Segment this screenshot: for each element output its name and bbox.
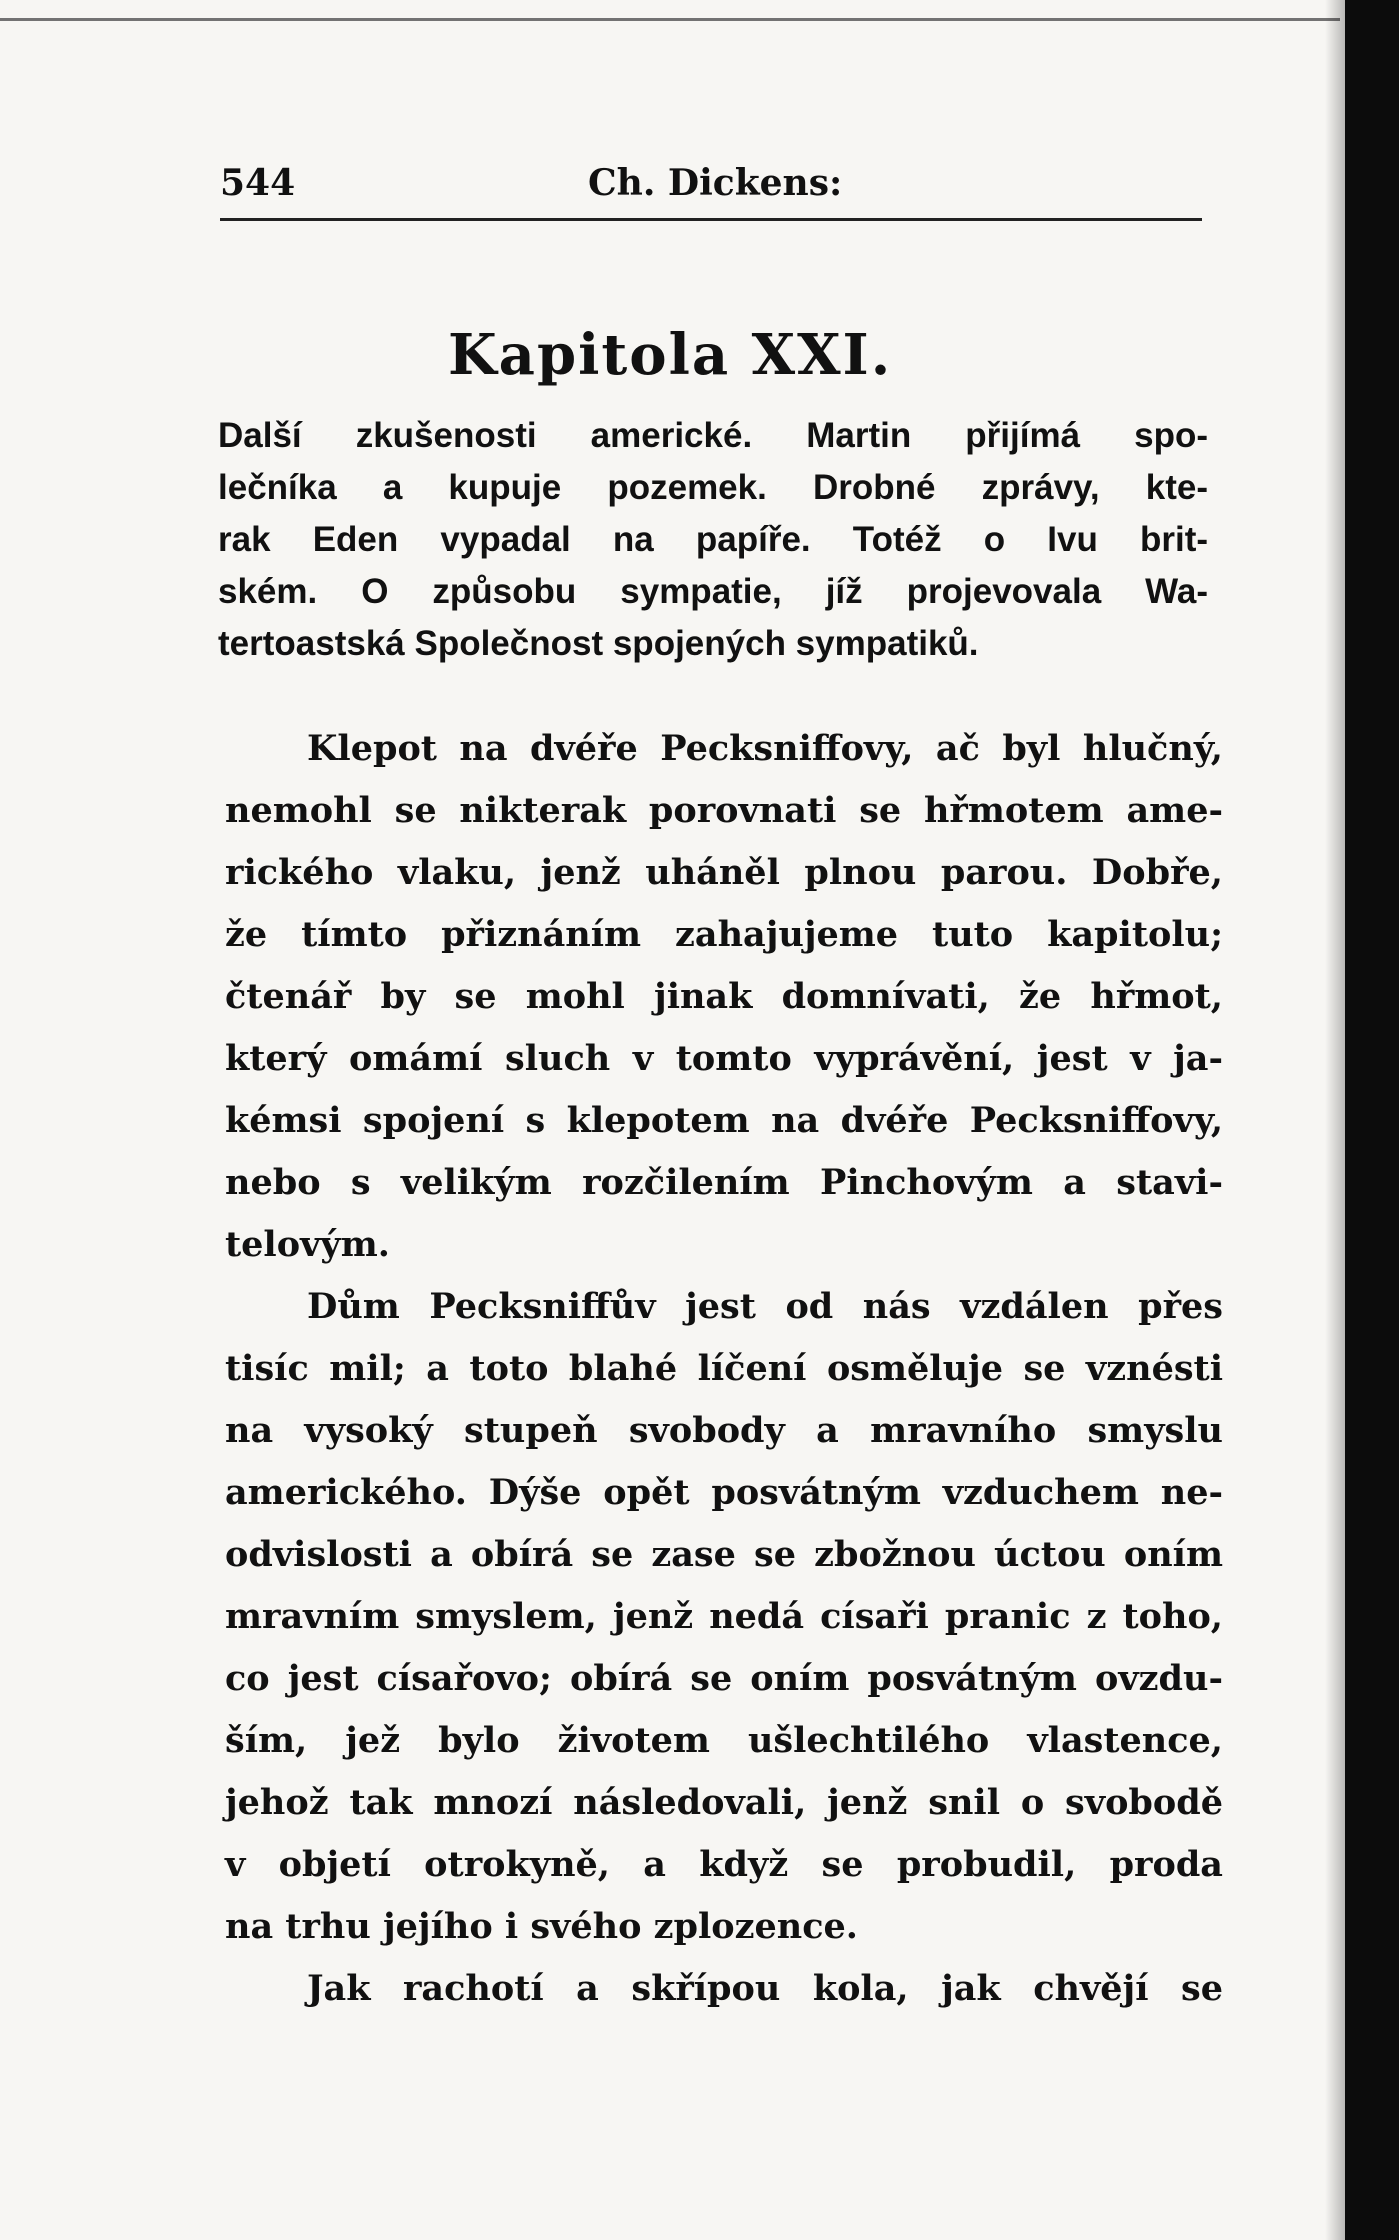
summary-line: ském. O způsobu sympatie, jíž projevovala Wa- bbox=[218, 572, 1208, 611]
running-header bbox=[220, 162, 1202, 212]
chapter-summary bbox=[218, 410, 1208, 670]
body-line: jehož tak mnozí následovali, jenž snil o svobodě bbox=[225, 1782, 1223, 1823]
body-line: nebo s velikým rozčilením Pinchovým a stavi- bbox=[225, 1162, 1223, 1203]
body-line: odvislosti a obírá se zase se zbožnou úctou oním bbox=[225, 1534, 1223, 1575]
body-line: čtenář by se mohl jinak domnívati, že hřmot, bbox=[225, 976, 1223, 1017]
body-line: telovým. bbox=[225, 1224, 390, 1265]
body-line: tisíc mil; a toto blahé líčení osměluje se vznésti bbox=[225, 1348, 1223, 1389]
body-line: že tímto přiznáním zahajujeme tuto kapitolu; bbox=[225, 914, 1223, 955]
body-line: kémsi spojení s klepotem na dvéře Pecksniffovy, bbox=[225, 1100, 1223, 1141]
body-line: rického vlaku, jenž uháněl plnou parou. Dobře, bbox=[225, 852, 1223, 893]
header-rule bbox=[220, 218, 1202, 221]
body-text bbox=[225, 718, 1223, 2020]
body-line: Klepot na dvéře Pecksniffovy, ač byl hlučný, bbox=[307, 728, 1223, 769]
body-line: amerického. Dýše opět posvátným vzduchem ne- bbox=[225, 1472, 1223, 1513]
body-line: nemohl se nikterak porovnati se hřmotem ame- bbox=[225, 790, 1223, 831]
body-line: mravním smyslem, jenž nedá císaři pranic z toho, bbox=[225, 1596, 1223, 1637]
body-line: Dům Pecksniffův jest od nás vzdálen přes bbox=[307, 1286, 1223, 1327]
summary-line: Další zkušenosti americké. Martin přijímá spo- bbox=[218, 416, 1208, 455]
body-line: který omámí sluch v tomto vyprávění, jest v ja- bbox=[225, 1038, 1223, 1079]
page-edge-shadow bbox=[1325, 0, 1345, 2240]
body-line: na vysoký stupeň svobody a mravního smyslu bbox=[225, 1410, 1223, 1451]
scan-border bbox=[1345, 0, 1399, 2240]
summary-line: tertoastská Společnost spojených sympatiků. bbox=[218, 624, 979, 663]
summary-line: lečníka a kupuje pozemek. Drobné zprávy, kte- bbox=[218, 468, 1208, 507]
body-line: ším, jež bylo životem ušlechtilého vlastence, bbox=[225, 1720, 1223, 1761]
scan-top-line bbox=[0, 18, 1340, 21]
summary-line: rak Eden vypadal na papíře. Totéž o Ivu brit- bbox=[218, 520, 1208, 559]
page-number: 544 bbox=[220, 162, 296, 204]
body-line: na trhu jejího i svého zplozence. bbox=[225, 1906, 858, 1947]
body-line: Jak rachotí a skřípou kola, jak chvějí se bbox=[307, 1968, 1223, 2009]
chapter-title: Kapitola XXI. bbox=[448, 322, 893, 388]
body-line: v objetí otrokyně, a když se probudil, proda bbox=[225, 1844, 1223, 1885]
body-line: co jest císařovo; obírá se oním posvátným ovzdu- bbox=[225, 1658, 1223, 1699]
running-title: Ch. Dickens: bbox=[588, 162, 843, 204]
